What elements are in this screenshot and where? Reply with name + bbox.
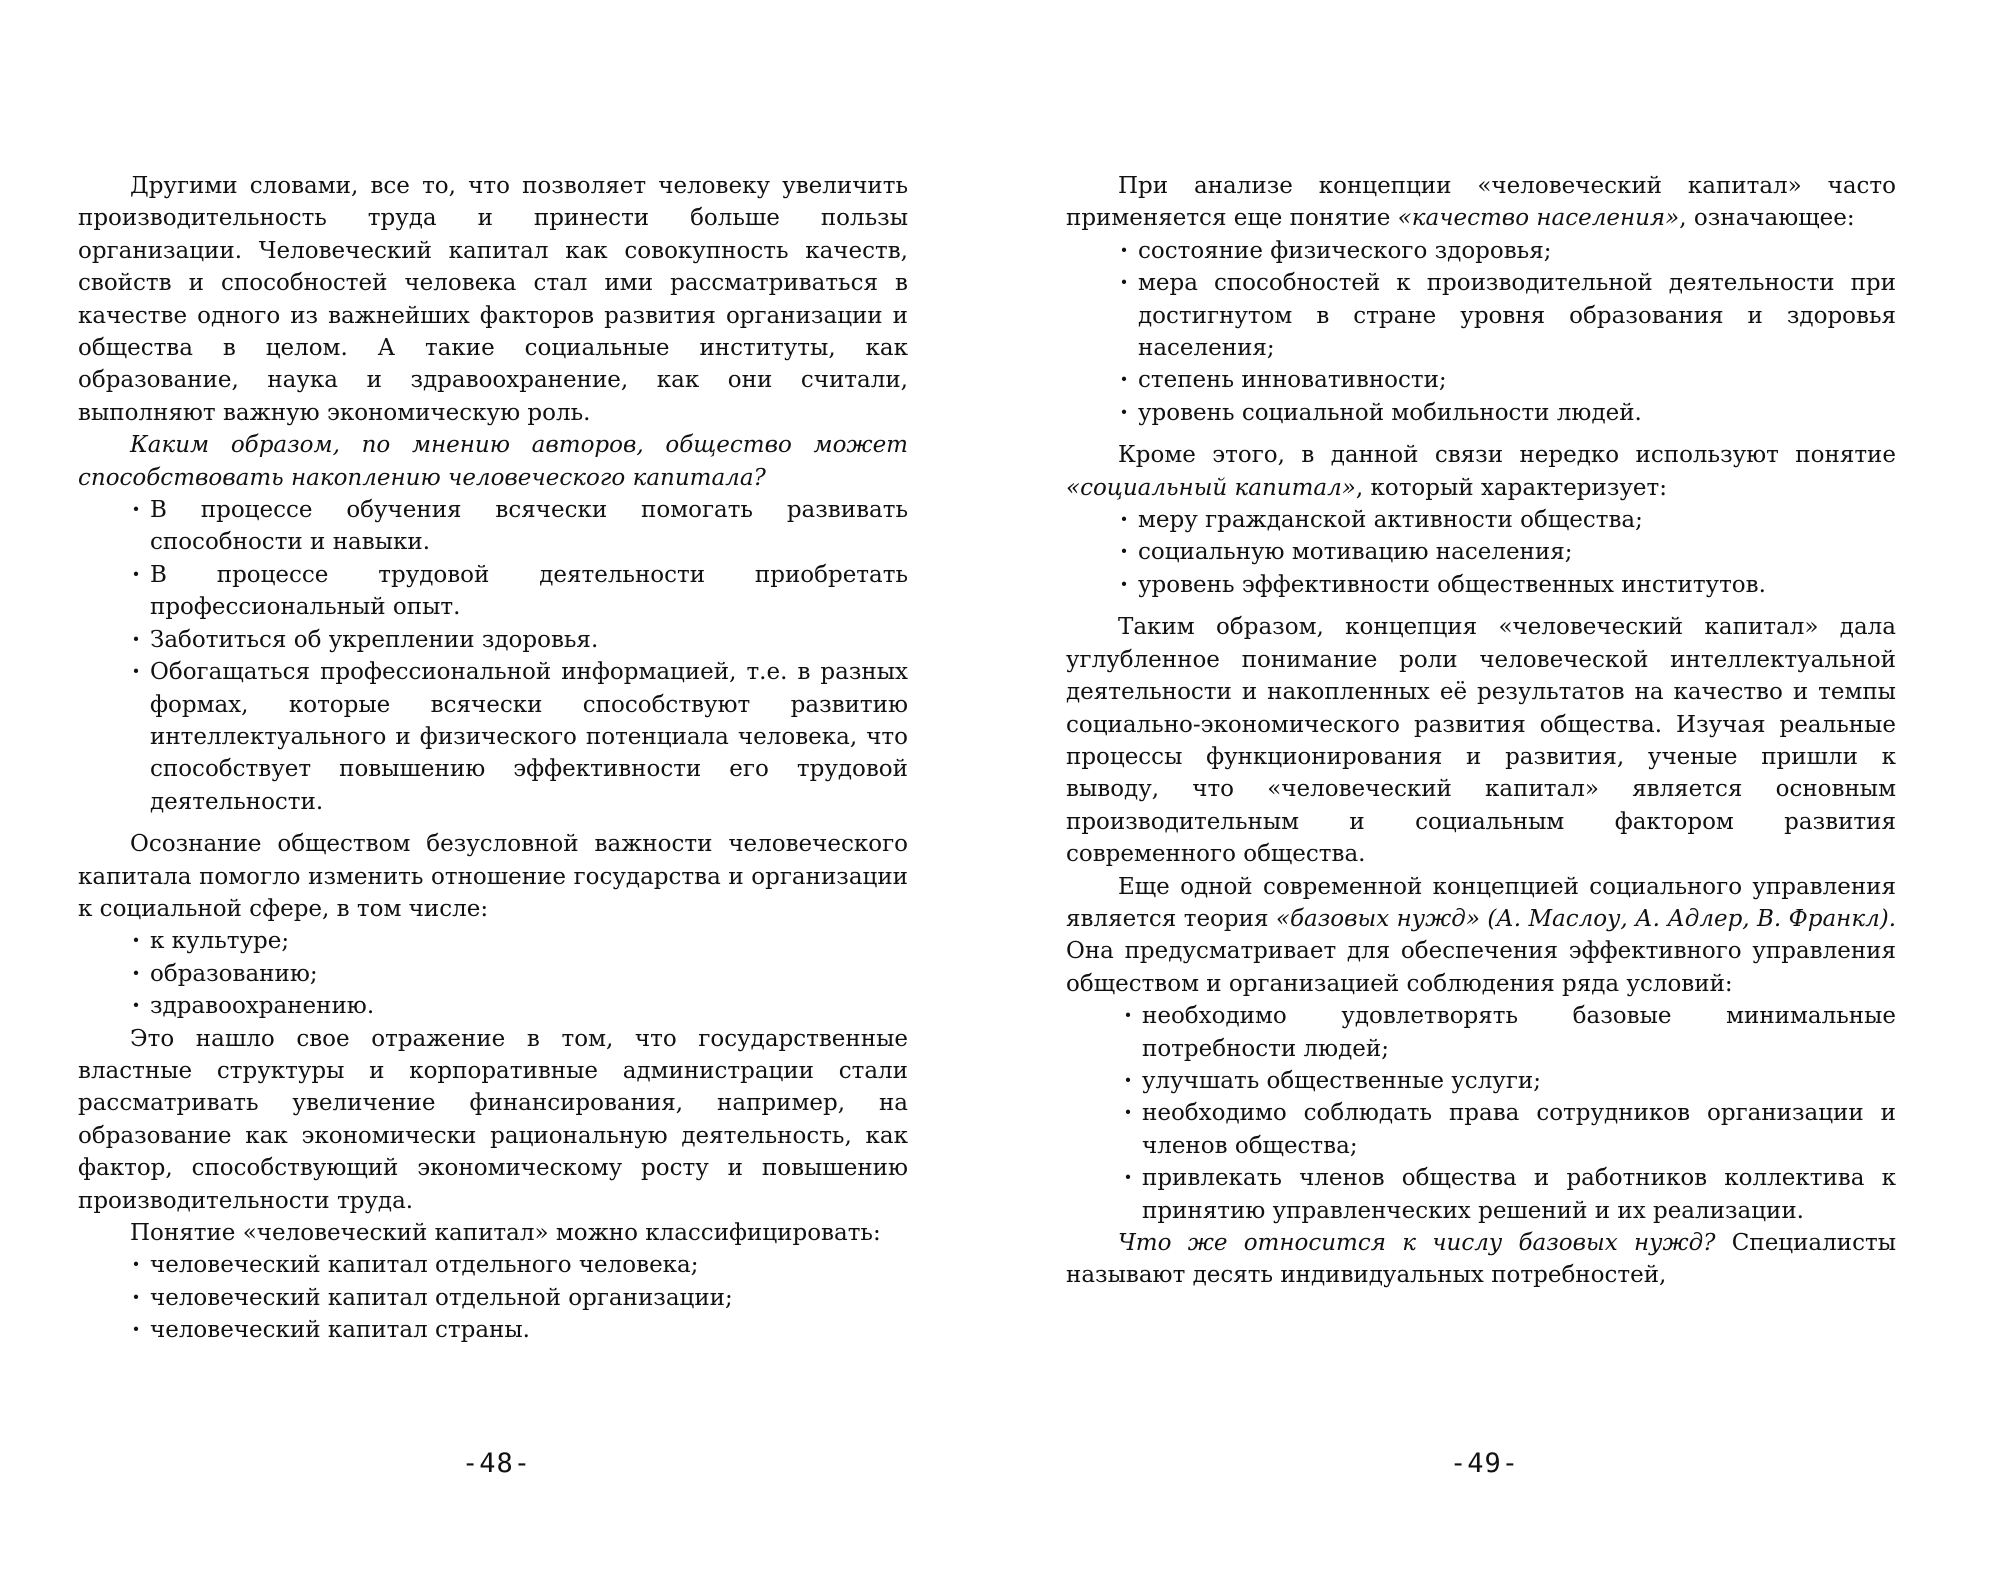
bullet-list	[1066, 235, 1896, 429]
list-item: · уровень эффективности общественных институтов.	[1118, 569, 1896, 601]
paragraph: Таким образом, концепция «человеческий капитал» дала углубленное понимание роли человеческой интеллектуальной деятельности и накопленных её результатов на качество и темпы социально-экономического развития общества. Изучая реальные процессы функционирования и развития, ученые пришли к выводу, что «человеческий капитал» является основным производительным и социальным фактором развития современного общества.	[1066, 614, 1896, 868]
list-item: · к культуре;	[130, 925, 908, 957]
paragraph: Понятие «человеческий капитал» можно классифицировать:	[130, 1220, 881, 1246]
text-run: , означающее:	[1679, 205, 1855, 232]
paragraph	[1066, 170, 1896, 235]
italic-term: «качество населения»	[1397, 205, 1680, 232]
list-item: · образованию;	[130, 958, 908, 990]
paragraph	[1066, 439, 1896, 504]
bullet-list	[78, 925, 908, 1022]
page-number: -49-	[1450, 1448, 1520, 1479]
text-run: При анализе концепции «человеческий капитал» часто применяется еще понятие	[1066, 173, 1896, 232]
list-item: · Заботиться об укреплении здоровья.	[130, 624, 908, 656]
text-run: Еще одной современной концепцией социального управления является теория	[1066, 873, 1896, 932]
list-item: · человеческий капитал отдельного человека;	[130, 1249, 908, 1281]
list-item: · улучшать общественные услуги;	[1122, 1065, 1896, 1097]
paragraph: Это нашло свое отражение в том, что государственные властные структуры и корпоративные администрации стали рассматривать увеличение финансирования, например, на образование как экономически рациональную деятельность, как фактор, способствующий экономическому росту и повышению производительности труда.	[78, 1025, 908, 1214]
paragraph	[1066, 871, 1896, 1001]
paragraph: Другими словами, все то, что позволяет человеку увеличить производительность труда и принести больше пользы организации. Человеческий капитал как совокупность качеств, свойств и способностей человека стал ими рассматриваться в качестве одного из важнейших факторов развития организации и общества в целом. А такие социальные институты, как образование, наука и здравоохранение, как они считали, выполняют важную экономическую роль.	[78, 173, 908, 426]
text-run: Кроме этого, в данной связи нередко используют понятие	[1118, 442, 1896, 469]
text-run: Она предусматривает для обеспечения эффективного управления обществом и организацией соблюдения ряда условий:	[1066, 938, 1896, 997]
list-item: · меру гражданской активности общества;	[1118, 504, 1896, 536]
list-item: · необходимо соблюдать права сотрудников организации и членов общества;	[1122, 1097, 1896, 1162]
bullet-list	[78, 1249, 908, 1346]
question: Каким образом, по мнению авторов, общество может способствовать накоплению человеческого капитала?	[78, 432, 908, 491]
italic-term: «социальный капитал»	[1066, 474, 1356, 501]
italic-term: Что же относится к числу базовых нужд?	[1118, 1230, 1716, 1256]
paragraph: Осознание обществом безусловной важности человеческого капитала помогло изменить отношение государства и организации к социальной сфере, в том числе:	[78, 831, 908, 922]
list-item: · уровень социальной мобильности людей.	[1118, 397, 1896, 429]
list-item: · человеческий капитал отдельной организации;	[130, 1282, 908, 1314]
text-run: Специалисты называют десять индивидуальных потребностей,	[1066, 1230, 1896, 1289]
list-item: · Обогащаться профессиональной информацией, т.е. в разных формах, которые всячески способствуют развитию интеллектуального и физического потенциала человека, что способствует повышению эффективности его трудовой деятельности.	[130, 656, 908, 818]
page-number: -48-	[462, 1448, 532, 1479]
list-item: · человеческий капитал страны.	[130, 1314, 908, 1346]
paragraph	[1066, 1227, 1896, 1292]
list-item: · здравоохранению.	[130, 990, 908, 1022]
list-item: · мера способностей к производительной деятельности при достигнутом в стране уровня образования и здоровья населения;	[1118, 267, 1896, 364]
list-item: · степень инновативности;	[1118, 364, 1896, 396]
list-item: · В процессе трудовой деятельности приобретать профессиональный опыт.	[130, 559, 908, 624]
list-item: · В процессе обучения всячески помогать развивать способности и навыки.	[130, 494, 908, 559]
italic-term: «базовых нужд» (А. Маслоу, А. Адлер, В. Франкл).	[1275, 905, 1896, 932]
list-item: · необходимо удовлетворять базовые минимальные потребности людей;	[1122, 1000, 1896, 1065]
bullet-list	[78, 494, 908, 818]
list-item: · социальную мотивацию населения;	[1118, 536, 1896, 568]
list-item: · привлекать членов общества и работников коллектива к принятию управленческих решений и их реализации.	[1122, 1162, 1896, 1227]
list-item: · состояние физического здоровья;	[1118, 235, 1896, 267]
text-run: , который характеризует:	[1355, 474, 1667, 501]
bullet-list	[1066, 1000, 1896, 1227]
right-page	[1066, 170, 1896, 1292]
left-page	[78, 170, 908, 1347]
bullet-list	[1066, 504, 1896, 601]
